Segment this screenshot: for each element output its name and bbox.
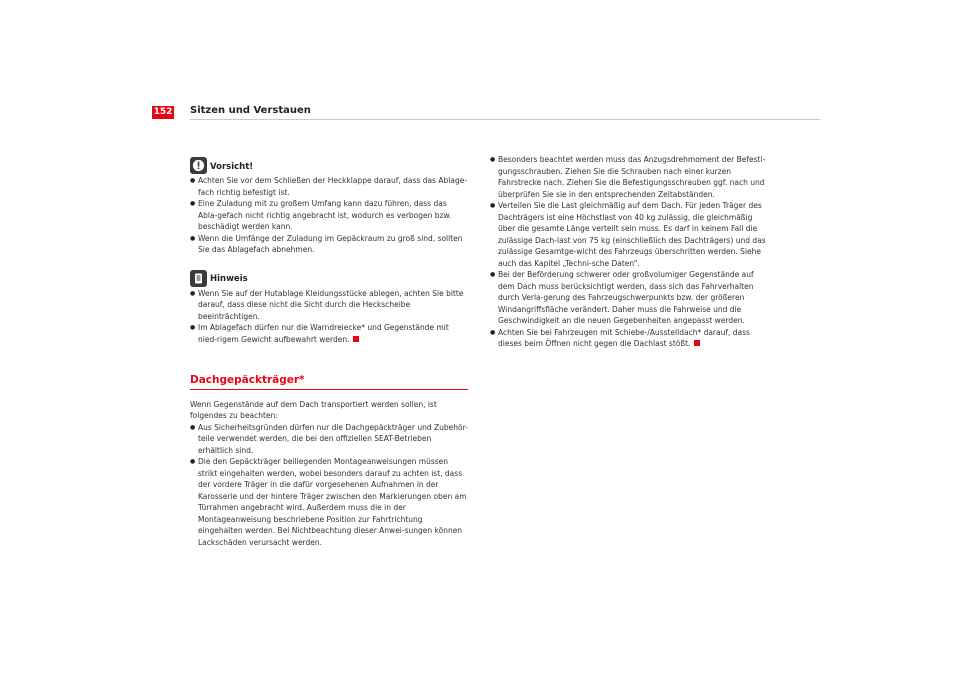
list-item <box>490 154 770 200</box>
bullet-icon: ● <box>490 156 496 163</box>
section-intro: Wenn Gegenstände auf dem Dach transportiert werden sollen, ist folgendes zu beachten: <box>190 399 437 420</box>
note-item-text: Im Ablagefach dürfen nur die Warndreiecke* und Gegenstände mit nied-rigem Gewicht aufbewahrt werden. <box>198 323 449 344</box>
warning-title: Vorsicht! <box>210 161 254 172</box>
section-title: Dachgepäckträger* <box>190 374 305 386</box>
bullet-icon: ● <box>490 271 496 278</box>
bullet-icon: ● <box>190 200 196 207</box>
list-item-text: Die den Gepäckträger beiliegenden Montageanweisungen müssen strikt eingehalten werden, wobei besonders darauf zu achten ist, dass der vordere Träger in die dafür vorgesehenen Aufnahmen in der Karosserie und der hintere Träger zwischen den Markierungen oben am Türrahmen angebracht wird. Außerdem muss die in der Montageanweisung beschriebene Position zur Fahrtrichtung eingehalten werden. Bei Nichtbeachtung dieser Anwei-sungen können Lackschäden verursacht werden. <box>198 457 467 547</box>
note-item-text: Wenn Sie auf der Hutablage Kleidungsstücke ablegen, achten Sie bitte darauf, dass diese nicht die Sicht durch die Heckscheibe beeinträchtigen. <box>198 288 464 321</box>
list-item <box>490 269 770 327</box>
list-item <box>190 456 468 548</box>
warning-heading <box>190 154 468 174</box>
end-of-section-icon <box>353 336 359 342</box>
bullet-icon: ● <box>490 328 496 336</box>
list-item <box>490 200 770 269</box>
warning-box <box>190 154 468 256</box>
list-item <box>190 422 468 457</box>
list-item-text: Aus Sicherheitsgründen dürfen nur die Dachgepäckträger und Zubehör-teile verwendet werden, die bei den offiziellen SEAT-Betrieben erhältlich sind. <box>198 422 468 455</box>
list-item <box>490 327 770 350</box>
end-of-section-icon <box>694 340 700 346</box>
running-header: Sitzen und Verstauen <box>190 105 311 116</box>
warning-item <box>190 233 468 256</box>
left-column <box>190 154 468 548</box>
list-item-text: Bei der Beförderung schwerer oder großvolumiger Gegenstände auf dem Dach muss berücksichtigt werden, dass sich das Fahrverhalten durch Verla-gerung des Fahrzeugschwerpunkts bzw. der größeren Windangriffsfläche verändert. Daher muss die Fahrweise und die Geschwindigkeit an die neuen Gegebenheiten angepasst werden. <box>498 270 754 325</box>
note-hand-icon <box>190 270 207 287</box>
note-box <box>190 267 468 346</box>
warning-item-text: Eine Zuladung mit zu großem Umfang kann dazu führen, dass das Abla-gefach nicht richtig angebracht ist, wodurch es verbogen bzw. beschädigt werden kann. <box>198 199 452 231</box>
warning-item <box>190 175 468 198</box>
note-item <box>190 288 468 323</box>
page-number: 152 <box>153 107 173 117</box>
bullet-icon: ● <box>190 234 196 242</box>
note-title: Hinweis <box>210 274 248 284</box>
bullet-icon: ● <box>190 458 196 465</box>
header-rule <box>190 119 820 120</box>
bullet-icon: ● <box>190 324 196 331</box>
bullet-icon: ● <box>190 423 196 431</box>
bullet-icon: ● <box>190 177 196 184</box>
list-item-text: Besonders beachtet werden muss das Anzugsdrehmoment der Befesti-gungsschrauben. Ziehen Sie die Schrauben nach einer kurzen Fahrstrecke nach. Ziehen Sie die Befestigungsschrauben ggf. nach und überprüfen Sie sie in den entsprechenden Zeitabständen. <box>498 155 766 199</box>
warning-item-text: Wenn die Umfänge der Zuladung im Gepäckraum zu groß sind, sollten Sie das Ablagefach abnehmen. <box>198 233 463 254</box>
bullet-icon: ● <box>190 289 196 297</box>
note-heading <box>190 267 468 287</box>
right-column <box>490 154 770 350</box>
section-rule <box>190 389 468 390</box>
warning-exclamation-icon <box>190 157 207 174</box>
note-item <box>190 322 468 345</box>
bullet-icon: ● <box>490 202 496 209</box>
list-item-text: Verteilen Sie die Last gleichmäßig auf dem Dach. Für jeden Träger des Dachträgers ist eine Höchstlast von 40 kg zulässig, die gleichmäßig über die gesamte Länge verteilt sein muss. Es darf in keinem Fall die zulässige Dach-last von 75 kg (einschließlich des Dachträgers) und das zulässige Gesamtge-wicht des Fahrzeugs überschritten werden. Siehe auch das Kapitel „Techni-sche Daten“. <box>498 201 766 268</box>
warning-item-text: Achten Sie vor dem Schließen der Heckklappe darauf, dass das Ablage-fach richtig befestigt ist. <box>198 176 468 197</box>
list-item-text: Achten Sie bei Fahrzeugen mit Schiebe-/Ausstelldach* darauf, dass dieses beim Öffnen nicht gegen die Dachlast stößt. <box>498 327 750 348</box>
warning-item <box>190 198 468 233</box>
